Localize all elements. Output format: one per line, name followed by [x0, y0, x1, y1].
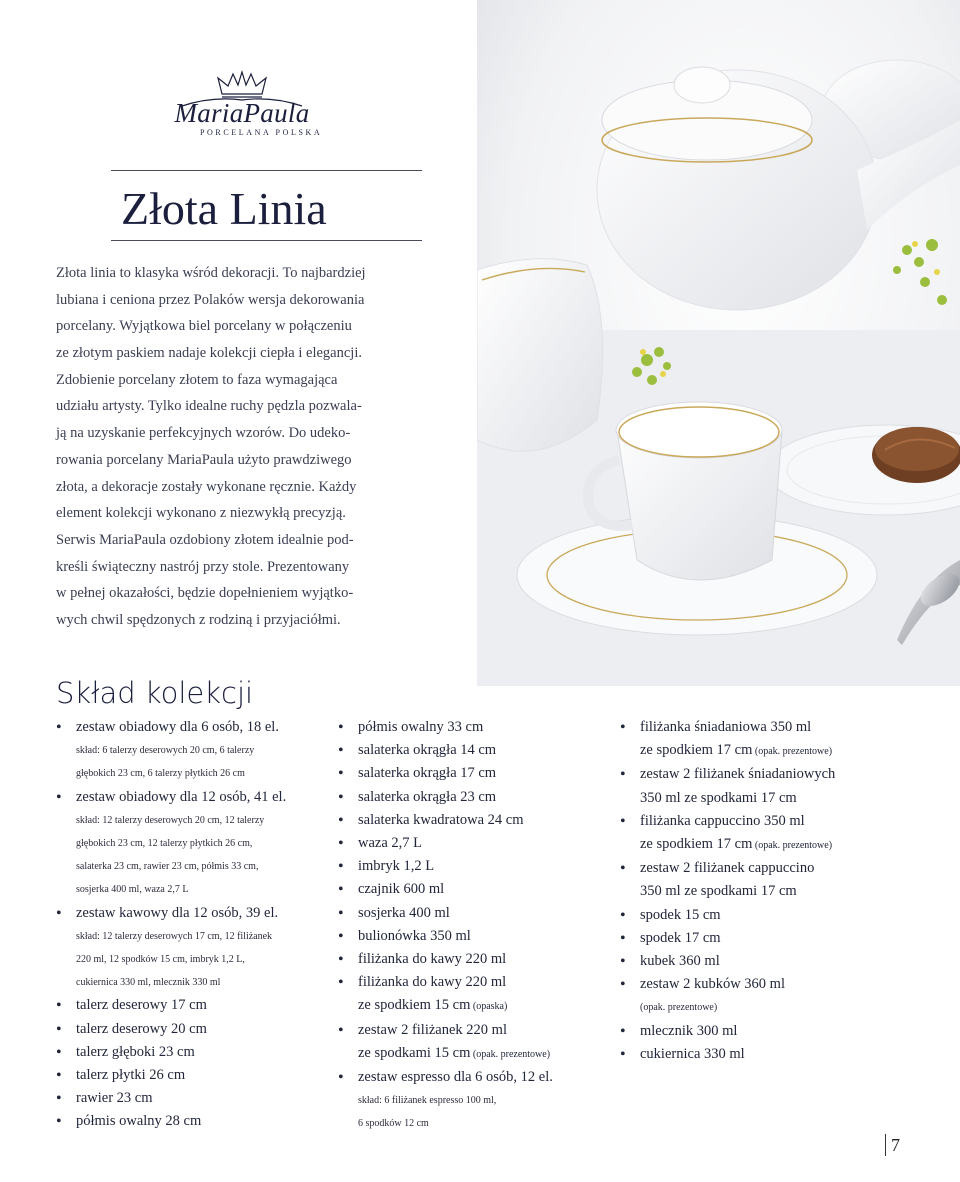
list-item-detail	[56, 855, 286, 878]
list-item-continuation	[620, 880, 835, 903]
product-photo	[477, 0, 960, 686]
collection-list-col3	[620, 716, 835, 1066]
list-item-note: (opak. prezentowe)	[752, 840, 833, 852]
list-item-continuation	[620, 739, 835, 763]
intro-line: element kolekcji wykonano z niezwykłą precyzją.	[56, 505, 346, 522]
list-item	[620, 973, 835, 996]
page-number: 7	[885, 1134, 900, 1156]
list-item	[338, 762, 553, 785]
list-item-text: kubek 360 ml	[640, 953, 720, 970]
intro-line: kreśli świąteczny nastrój przy stole. Prezentowany	[56, 558, 350, 575]
list-item-text: imbryk 1,2 L	[358, 858, 435, 875]
list-item-text: zestaw 2 filiżanek 220 ml	[358, 1021, 507, 1038]
list-item	[56, 902, 286, 925]
intro-line: Złota linia to klasyka wśród dekoracji. To najbardziej	[56, 265, 366, 281]
list-item	[620, 763, 835, 786]
intro-line: lubiana i ceniona przez Polaków wersja dekorowania	[56, 291, 365, 308]
list-item-text: salaterka kwadratowa 24 cm	[358, 811, 524, 828]
list-item-text: zestaw kawowy dla 12 osób, 39 el.	[76, 904, 279, 921]
list-item-text: cukiernica 330 ml	[640, 1045, 745, 1062]
list-item-text: 220 ml, 12 spodków 15 cm, imbryk 1,2 L,	[76, 954, 245, 966]
list-item-text: filiżanka do kawy 220 ml	[358, 974, 507, 991]
list-item-text: salaterka okrągła 14 cm	[358, 742, 497, 759]
list-item-text: filiżanka do kawy 220 ml	[358, 951, 507, 968]
list-item-text: ze spodkiem 15 cm	[358, 997, 471, 1014]
list-item-text: skład: 6 talerzy deserowych 20 cm, 6 talerzy	[76, 745, 255, 757]
list-item-detail	[338, 1089, 553, 1112]
list-item-note: (opak. prezentowe)	[470, 1048, 551, 1060]
list-item-detail	[56, 878, 286, 901]
list-item	[56, 994, 286, 1017]
list-item-text: (opak. prezentowe)	[640, 1002, 718, 1014]
list-item-text: salaterka 23 cm, rawier 23 cm, półmis 33 cm,	[76, 861, 259, 873]
list-item	[56, 786, 286, 809]
list-item-text: skład: 6 filiżanek espresso 100 ml,	[358, 1095, 497, 1107]
list-item-text: 6 spodków 12 cm	[358, 1118, 429, 1130]
list-item-text: półmis owalny 33 cm	[358, 719, 484, 735]
intro-paragraph	[56, 260, 428, 634]
intro-line: złota, a dekoracje zostały wykonane ręcznie. Każdy	[56, 478, 357, 495]
list-item-text: sosjerka 400 ml	[358, 904, 450, 921]
section-title: Skład kolekcji	[56, 676, 254, 710]
intro-line: ze złotym paskiem nadaje kolekcji ciepła i elegancji.	[56, 345, 362, 362]
porcelain-set-illustration	[477, 0, 960, 686]
page-title: Złota Linia	[121, 183, 327, 234]
list-item-text: salaterka okrągła 17 cm	[358, 765, 497, 782]
list-item	[338, 855, 553, 878]
intro-line: rowania porcelany MariaPaula użyto prawdziwego	[56, 451, 352, 468]
list-item-text: zestaw espresso dla 6 osób, 12 el.	[358, 1069, 553, 1086]
intro-line: w pełnej okazałości, będzie dopełnieniem wyjątko-	[56, 585, 354, 602]
list-item	[620, 904, 835, 927]
intro-line: wych chwil spędzonych z rodziną i przyjaciółmi.	[56, 611, 341, 628]
list-item-text: sosjerka 400 ml, waza 2,7 L	[76, 884, 189, 896]
list-item-text: głębokich 23 cm, 6 talerzy płytkich 26 cm	[76, 768, 245, 780]
list-item	[338, 1066, 553, 1089]
list-item	[56, 1110, 286, 1133]
list-item	[620, 810, 835, 833]
list-item-text: filiżanka cappuccino 350 ml	[640, 812, 805, 829]
list-item	[338, 902, 553, 925]
list-item-detail	[56, 762, 286, 785]
list-item	[338, 832, 553, 855]
list-item-text: ze spodkiem 17 cm	[640, 836, 753, 853]
list-item	[338, 878, 553, 901]
brand-tagline: PORCELANA POLSKA	[200, 128, 323, 137]
list-item-text: talerz głęboki 23 cm	[76, 1043, 195, 1060]
list-item	[56, 1064, 286, 1087]
list-item-note: (opak. prezentowe)	[752, 746, 833, 758]
list-item-note: (opaska)	[470, 1001, 508, 1013]
list-item	[338, 948, 553, 971]
list-item-text: cukiernica 330 ml, mlecznik 330 ml	[76, 977, 221, 989]
list-item	[620, 1020, 835, 1043]
list-item-detail	[56, 832, 286, 855]
list-item-text: głębokich 23 cm, 12 talerzy płytkich 26 cm,	[76, 838, 253, 850]
intro-line: ją na uzyskanie perfekcyjnych wzorów. Do udeko-	[56, 425, 351, 442]
list-item	[56, 1041, 286, 1064]
title-rule-top	[111, 170, 422, 171]
list-item-text: 350 ml ze spodkami 17 cm	[640, 883, 797, 900]
collection-list-col2	[338, 716, 553, 1136]
intro-line: Zdobienie porcelany złotem to faza wymagająca	[56, 371, 338, 388]
list-item-text: filiżanka śniadaniowa 350 ml	[640, 719, 812, 735]
list-item-detail	[620, 996, 835, 1019]
intro-line: udziału artysty. Tylko idealne ruchy pędzla pozwala-	[56, 398, 362, 415]
list-item-text: zestaw 2 filiżanek śniadaniowych	[640, 766, 836, 783]
list-item-detail	[56, 925, 286, 948]
brand-logo: MariaPaula	[174, 98, 310, 128]
list-item-text: talerz płytki 26 cm	[76, 1067, 186, 1084]
list-item-text: półmis owalny 28 cm	[76, 1113, 202, 1130]
list-item	[56, 1087, 286, 1110]
list-item-text: salaterka okrągła 23 cm	[358, 788, 497, 805]
list-item	[338, 971, 553, 994]
list-item	[338, 809, 553, 832]
list-item	[338, 739, 553, 762]
list-item-detail	[56, 971, 286, 994]
list-item-text: zestaw 2 kubków 360 ml	[640, 976, 785, 993]
list-item	[620, 716, 835, 739]
list-item-continuation	[620, 833, 835, 857]
list-item-text: talerz deserowy 20 cm	[76, 1020, 207, 1037]
list-item	[56, 716, 286, 739]
list-item	[620, 857, 835, 880]
list-item-text: zestaw obiadowy dla 6 osób, 18 el.	[76, 719, 279, 735]
list-item-text: mlecznik 300 ml	[640, 1022, 738, 1039]
list-item-text: waza 2,7 L	[358, 835, 423, 852]
list-item-text: czajnik 600 ml	[358, 881, 445, 898]
list-item-continuation	[620, 787, 835, 810]
list-item-text: zestaw obiadowy dla 12 osób, 41 el.	[76, 788, 287, 805]
list-item-continuation	[338, 994, 553, 1018]
title-rule-bottom	[111, 240, 422, 241]
list-item-text: zestaw 2 filiżanek cappuccino	[640, 860, 815, 877]
list-item-detail	[56, 948, 286, 971]
list-item-text: rawier 23 cm	[76, 1090, 153, 1107]
list-item-text: spodek 15 cm	[640, 906, 721, 923]
collection-list-col1	[56, 716, 286, 1134]
intro-line: porcelany. Wyjątkowa biel porcelany w połączeniu	[56, 318, 352, 335]
list-item	[338, 925, 553, 948]
list-item-text: bulionówka 350 ml	[358, 927, 471, 944]
list-item	[338, 716, 553, 739]
list-item-text: spodek 17 cm	[640, 929, 721, 946]
list-item-detail	[56, 809, 286, 832]
list-item-text: skład: 12 talerzy deserowych 17 cm, 12 filiżanek	[76, 930, 273, 942]
list-item-text: ze spodkami 15 cm	[358, 1044, 471, 1061]
list-item	[338, 1019, 553, 1042]
list-item	[620, 950, 835, 973]
list-item	[620, 927, 835, 950]
list-item	[56, 1018, 286, 1041]
list-item-detail	[338, 1112, 553, 1135]
list-item-text: skład: 12 talerzy deserowych 20 cm, 12 talerzy	[76, 814, 265, 826]
intro-line: Serwis MariaPaula ozdobiony złotem idealnie pod-	[56, 531, 354, 548]
list-item	[338, 786, 553, 809]
list-item-detail	[56, 739, 286, 762]
list-item-text: talerz deserowy 17 cm	[76, 997, 207, 1014]
list-item-text: ze spodkiem 17 cm	[640, 742, 753, 759]
list-item	[620, 1043, 835, 1066]
list-item-continuation	[338, 1042, 553, 1066]
list-item-text: 350 ml ze spodkami 17 cm	[640, 789, 797, 806]
